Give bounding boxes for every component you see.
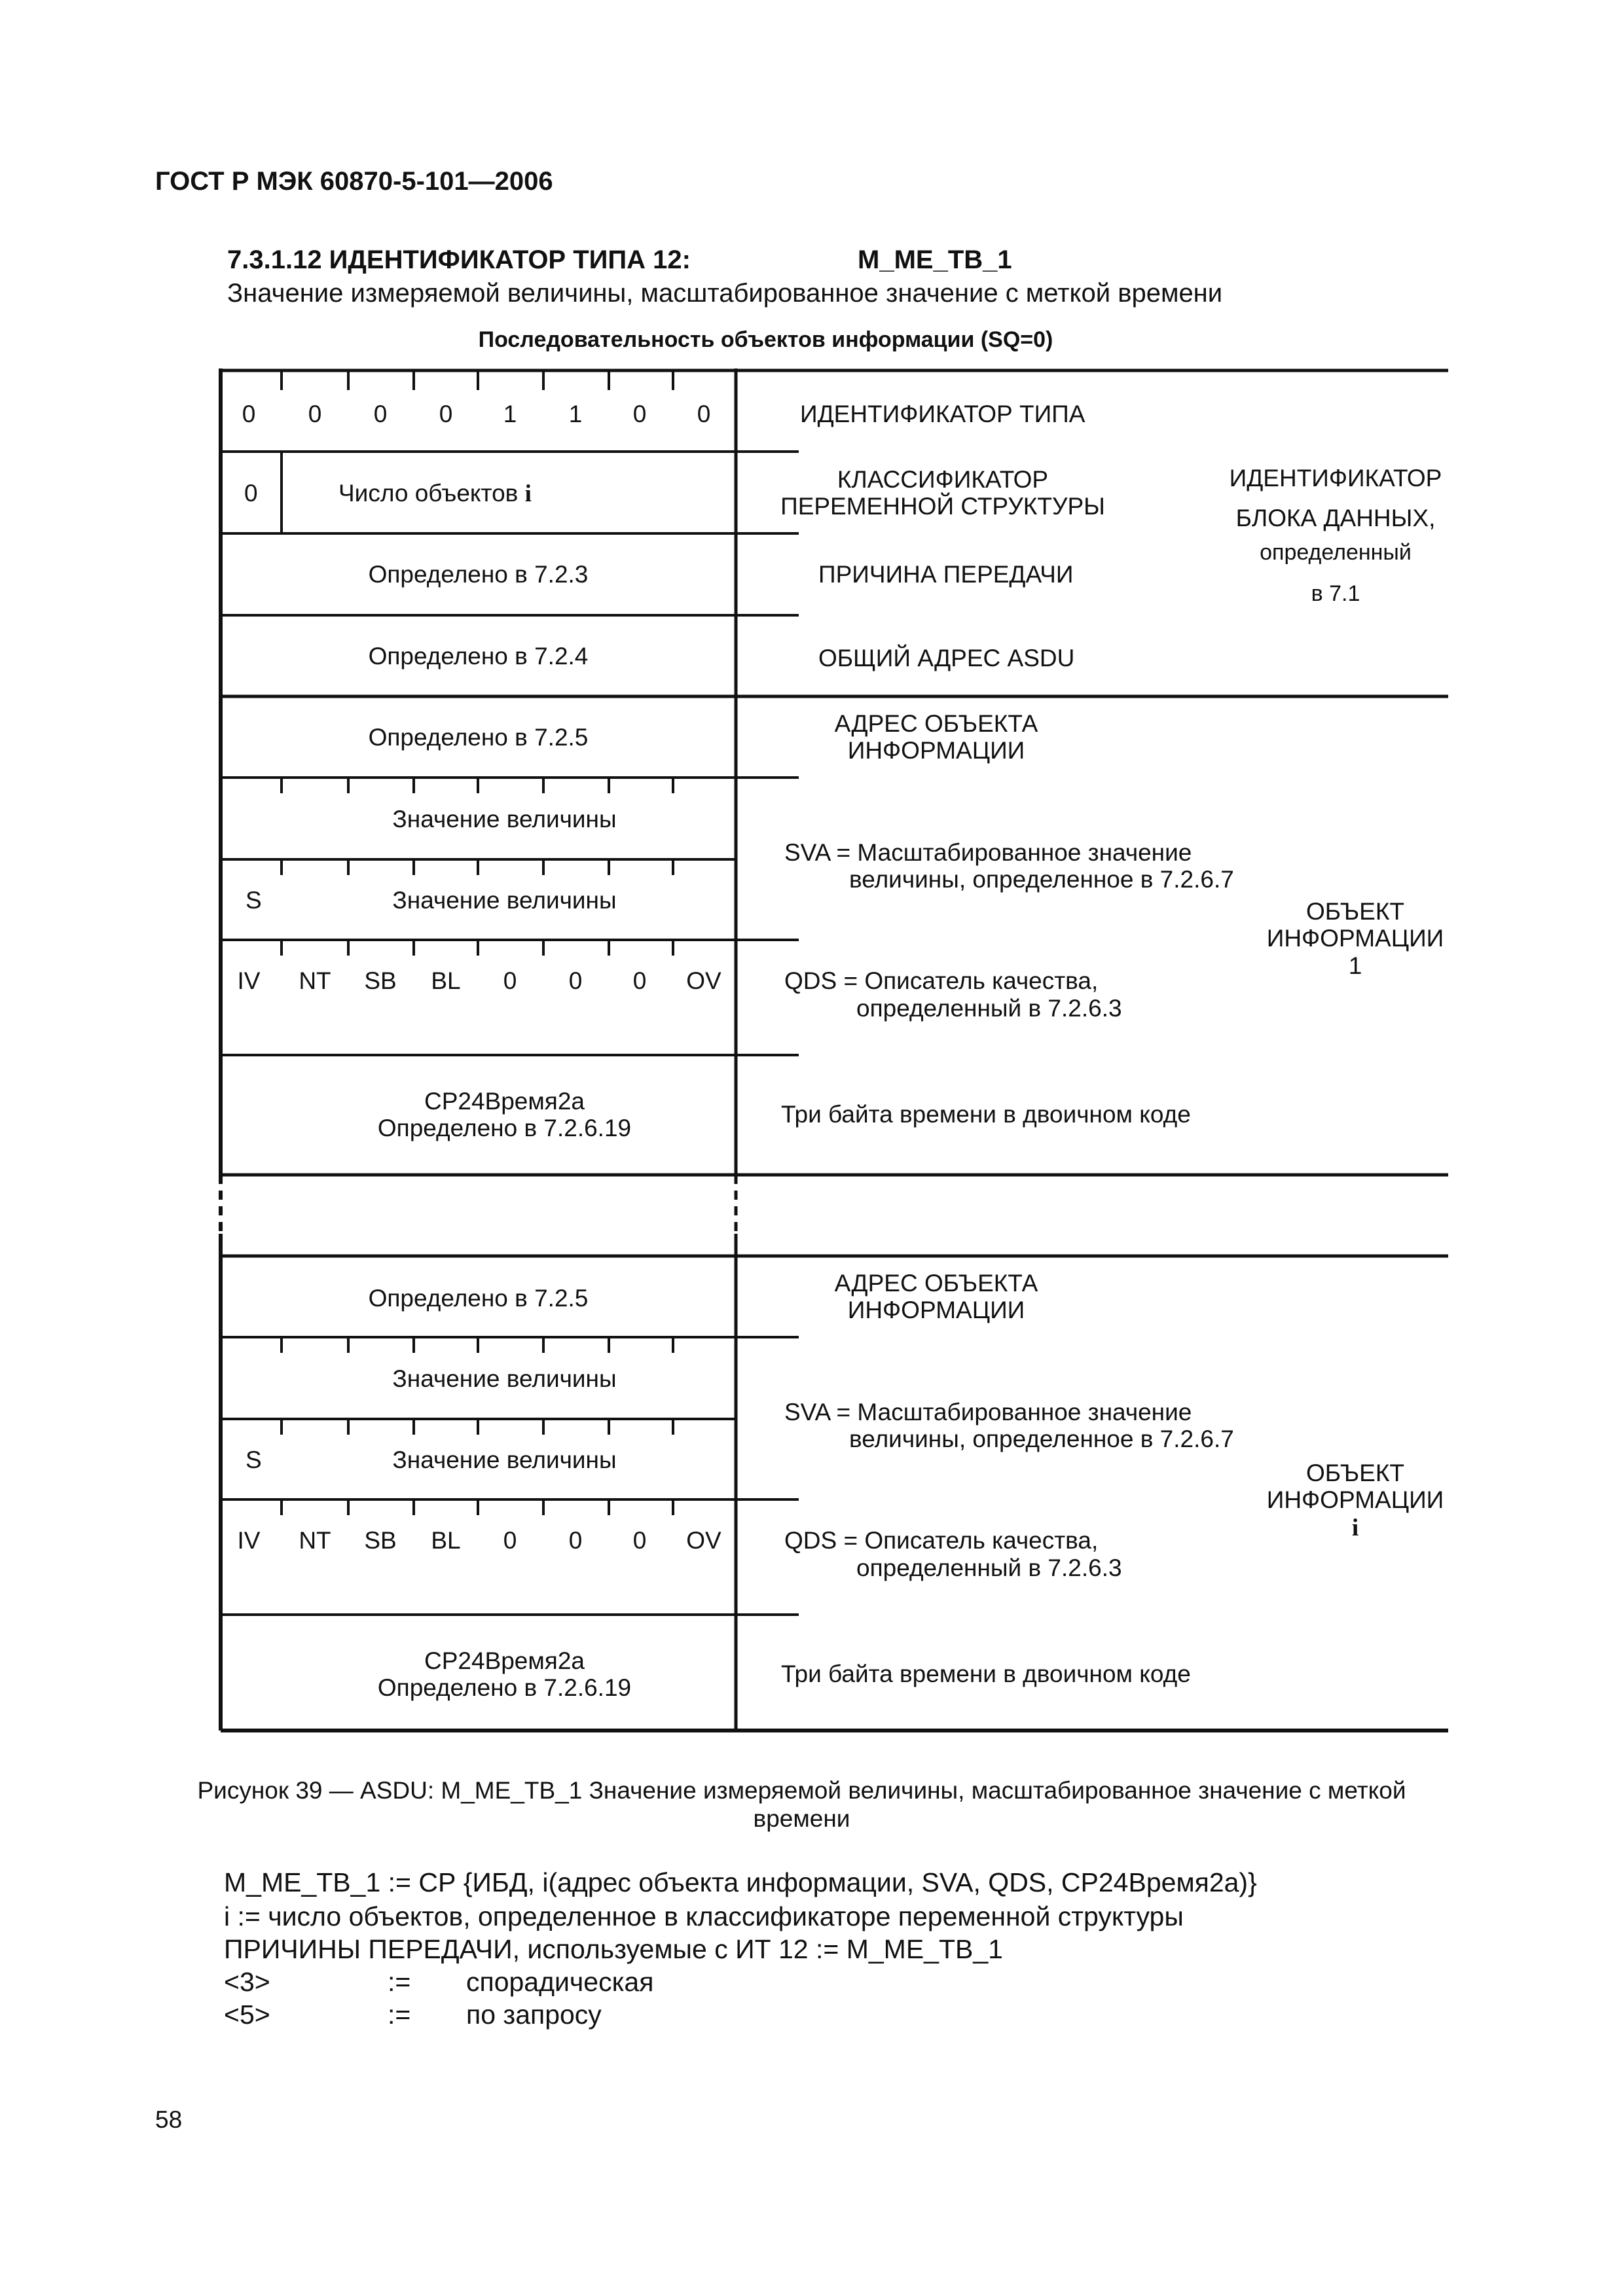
info-object-1-number: 1	[1348, 952, 1362, 979]
qds-bit: NT	[299, 967, 331, 994]
qds-label-2: определенный в 7.2.6.3	[856, 995, 1122, 1022]
time-tag-definition-i: Определено в 7.2.6.19	[377, 1674, 632, 1701]
cot-label: ПРИЧИНА ПЕРЕДАЧИ	[818, 561, 1074, 588]
sva-label-i: SVA = Масштабированное значение	[784, 1399, 1192, 1426]
time-tag-name-i: СР24Время2а	[424, 1647, 585, 1674]
cause-op: :=	[388, 2000, 411, 2030]
asdu-definition: M_ME_TB_1 := СР {ИБД, i(адрес объекта информации, SVA, QDS, СР24Время2а)}	[224, 1867, 1257, 1897]
sign-bit: S	[246, 887, 262, 914]
type-bit: 1	[503, 401, 517, 427]
cause-desc: спорадическая	[466, 1967, 654, 1997]
type-bit: 1	[568, 401, 583, 427]
section-subtitle: Значение измеряемой величины, масштабированное значение с меткой времени	[227, 279, 1223, 308]
sva-label: SVA = Масштабированное значение	[784, 839, 1192, 866]
qds-bit: IV	[237, 967, 261, 994]
value-low-byte-i: Значение величины	[392, 1365, 617, 1392]
data-unit-identifier-defined: определенный	[1260, 540, 1412, 565]
ioa-definition: Определено в 7.2.5	[368, 724, 589, 751]
info-object-i-number: i	[1351, 1515, 1359, 1541]
cause-desc: по запросу	[466, 2000, 602, 2030]
qds-bit: 0	[568, 967, 583, 994]
time-tag-name: СР24Время2а	[424, 1088, 585, 1115]
sva-label-2: величины, определенное в 7.2.6.7	[849, 866, 1234, 893]
data-unit-identifier-label: ИДЕНТИФИКАТОР БЛОКА ДАННЫХ,	[1229, 465, 1442, 531]
cot-usage: ПРИЧИНЫ ПЕРЕДАЧИ, используемые с ИТ 12 := M_ME_TB_1	[224, 1934, 1003, 1964]
qds-bit: BL	[431, 1527, 461, 1554]
info-object-i-label: ОБЪЕКТ ИНФОРМАЦИИ	[1266, 1460, 1444, 1513]
type-code: M_ME_TB_1	[858, 245, 1012, 274]
qds-bit: SB	[364, 967, 397, 994]
figure-caption-2: времени	[753, 1805, 850, 1832]
qds-bit: 0	[632, 967, 647, 994]
type-bit: 0	[697, 401, 711, 427]
qds-bit: IV	[237, 1527, 261, 1554]
info-object-1-label: ОБЪЕКТ ИНФОРМАЦИИ	[1266, 898, 1444, 952]
qds-bit: OV	[686, 967, 721, 994]
qds-bit: SB	[364, 1527, 397, 1554]
qds-label-2-i: определенный в 7.2.6.3	[856, 1554, 1122, 1581]
qds-bit: OV	[686, 1527, 721, 1554]
qds-bit: 0	[568, 1527, 583, 1554]
qds-label: QDS = Описатель качества,	[784, 967, 1099, 994]
i-definition: i := число объектов, определенное в классификаторе переменной структуры	[224, 1901, 1184, 1931]
qds-bit: 0	[503, 1527, 517, 1554]
common-address-definition: Определено в 7.2.4	[368, 643, 589, 670]
value-high-byte-i: Значение величины	[392, 1446, 617, 1473]
vsq-number-of-objects: Число объектов i	[338, 480, 532, 507]
type-bit: 0	[632, 401, 647, 427]
cause-code: <5>	[224, 2000, 270, 2030]
value-high-byte: Значение величины	[392, 887, 617, 914]
ioa-definition-i: Определено в 7.2.5	[368, 1285, 589, 1312]
sva-label-2-i: величины, определенное в 7.2.6.7	[849, 1426, 1234, 1452]
time-tag-label: Три байта времени в двоичном коде	[781, 1101, 1191, 1128]
data-unit-identifier-ref: в 7.1	[1311, 581, 1360, 606]
section-title: 7.3.1.12 ИДЕНТИФИКАТОР ТИПА 12:	[227, 245, 691, 274]
type-bit: 0	[373, 401, 388, 427]
type-bit: 0	[308, 401, 322, 427]
sign-bit-i: S	[246, 1446, 262, 1473]
qds-bit: 0	[632, 1527, 647, 1554]
ioa-label: АДРЕС ОБЪЕКТА ИНФОРМАЦИИ	[834, 710, 1038, 764]
type-bit: 0	[242, 401, 256, 427]
cause-code: <3>	[224, 1967, 270, 1997]
cause-op: :=	[388, 1967, 411, 1997]
page-number: 58	[155, 2106, 183, 2133]
qds-bit: 0	[503, 967, 517, 994]
ioa-label-i: АДРЕС ОБЪЕКТА ИНФОРМАЦИИ	[834, 1270, 1038, 1323]
qds-bit: BL	[431, 967, 461, 994]
vsq-sq-bit: 0	[244, 480, 258, 507]
time-tag-label-i: Три байта времени в двоичном коде	[781, 1660, 1191, 1687]
standard-number: ГОСТ Р МЭК 60870-5-101—2006	[155, 167, 553, 196]
vsq-label: КЛАССИФИКАТОР ПЕРЕМЕННОЙ СТРУКТУРЫ	[780, 466, 1105, 520]
cot-definition: Определено в 7.2.3	[368, 561, 589, 588]
type-bit: 0	[439, 401, 453, 427]
figure-caption: Рисунок 39 — ASDU: M_ME_TB_1 Значение измеряемой величины, масштабированное значение с меткой	[197, 1777, 1406, 1804]
figure-heading: Последовательность объектов информации (SQ=0)	[478, 327, 1053, 352]
time-tag-definition: Определено в 7.2.6.19	[377, 1115, 632, 1141]
value-low-byte: Значение величины	[392, 806, 617, 833]
qds-label-i: QDS = Описатель качества,	[784, 1527, 1099, 1554]
type-id-label: ИДЕНТИФИКАТОР ТИПА	[800, 401, 1085, 427]
common-address-label: ОБЩИЙ АДРЕС ASDU	[818, 645, 1075, 672]
qds-bit: NT	[299, 1527, 331, 1554]
